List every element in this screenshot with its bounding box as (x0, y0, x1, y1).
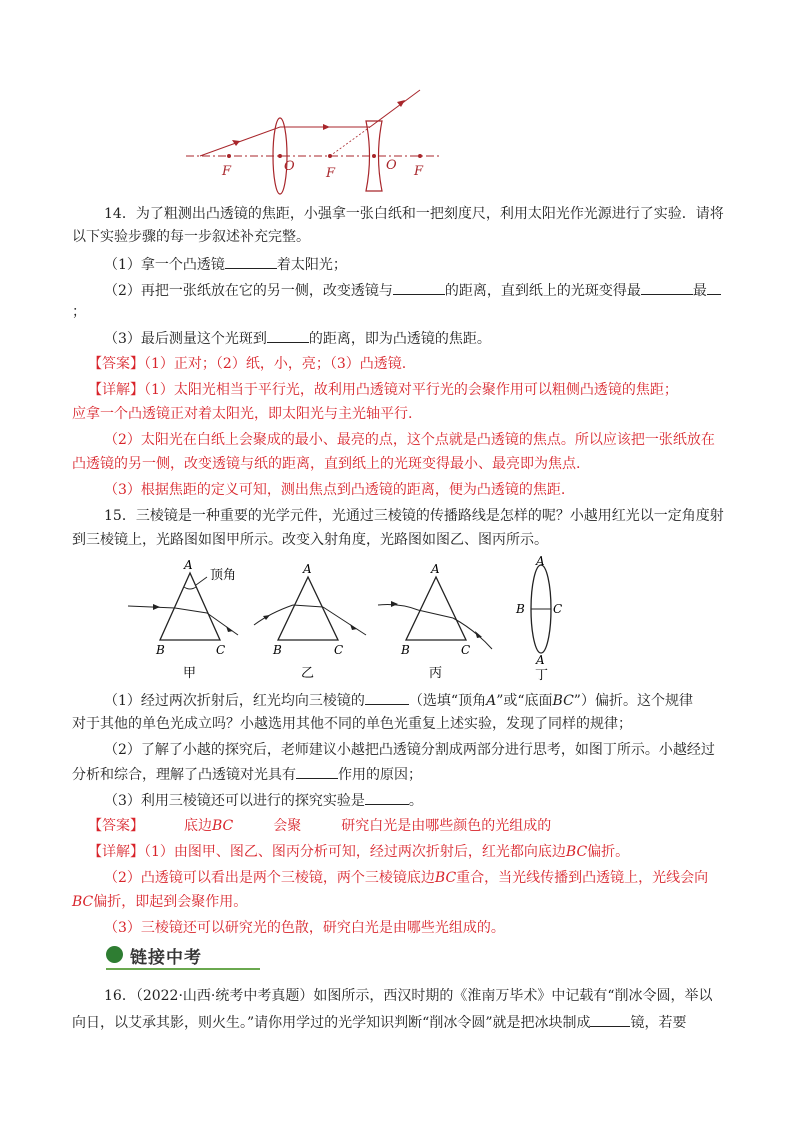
section-underline (106, 968, 260, 970)
fig-yi-B: B (273, 643, 282, 657)
answer-blank[interactable] (641, 280, 693, 295)
answer-blank[interactable] (707, 280, 721, 295)
answer-blank[interactable] (296, 764, 338, 779)
q15-detail-2-cont: BC偏折，即起到会聚作用。 (72, 894, 248, 910)
q14-step-1: （1）拿一个凸透镜 着太阳光； (104, 254, 347, 275)
q14-detail-4: 凸透镜的另一侧，改变透镜与纸的距离，直到纸上的光斑变得最小、最亮即为焦点. (72, 456, 581, 472)
fig-yi-C: C (334, 643, 344, 657)
prism-diagrams (120, 555, 580, 690)
q14-detail-3: （2）太阳光在白纸上会聚成的最小、最亮的点，这个点就是凸透镜的焦点。所以应该把一张纸放在 (104, 432, 715, 448)
label-F2: F (326, 166, 336, 181)
answer-blank[interactable] (225, 254, 277, 269)
fig-jia-caption: 甲 (183, 666, 197, 681)
fig-bing-caption: 丙 (429, 666, 443, 681)
answer-blank[interactable] (267, 328, 309, 343)
q15-part-1: （1）经过两次折射后，红光均向三棱镜的 （选填“顶角A”或“底面BC”）偏折。这个规律 (104, 690, 693, 711)
section-bullet-icon (106, 946, 123, 963)
q15-part-2: （2）了解了小越的探究后，老师建议小越把凸透镜分割成两部分进行思考，如图丁所示。小越经过 (104, 742, 715, 758)
q15-detail-2: （2）凸透镜可以看出是两个三棱镜，两个三棱镜底边BC重合，当光线传播到凸透镜上，光线会向 (104, 870, 709, 886)
q15-part-2-cont: 分析和综合，理解了凸透镜对光具有 作用的原因； (72, 764, 422, 785)
q14-detail-5: （3）根据焦距的定义可知，测出焦点到凸透镜的距离，便为凸透镜的焦距. (104, 482, 566, 498)
label-O1: O (284, 159, 295, 174)
q14-detail-1: 【详解】（1）太阳光相当于平行光，故利用凸透镜对平行光的会聚作用可以粗侧凸透镜的焦距； (88, 382, 678, 398)
fig-jia-C: C (216, 643, 226, 657)
fig-jia-A: A (184, 558, 193, 572)
answer-blank[interactable] (365, 790, 409, 805)
answer-blank[interactable] (365, 690, 409, 705)
q16-stem-2: 向日，以艾承其影，则火生。”请你用学过的光学知识判断“削冰令圆”就是把冰块制成 镜，若要 (72, 1012, 686, 1033)
q14-answer: 【答案】（1）正对；（2）纸，小，亮；（3）凸透镜. (88, 356, 407, 372)
fig-jia-apex-label: 顶角 (210, 568, 237, 583)
label-F1: F (222, 164, 232, 179)
fig-jia-B: B (156, 643, 165, 657)
q15-detail-1: 【详解】（1）由图甲、图乙、图丙分析可知，经过两次折射后，红光都向底边BC偏折。 (88, 844, 630, 860)
fig-ding-A-bottom: A (536, 653, 545, 667)
q15-part-1-cont: 对于其他的单色光成立吗？小越选用其他不同的单色光重复上述实验，发现了同样的规律； (72, 716, 632, 732)
fig-yi-A: A (303, 562, 312, 576)
fig-ding-A-top: A (536, 555, 545, 568)
lens-ray-diagram (180, 85, 450, 195)
fig-bing-C: C (461, 643, 471, 657)
fig-yi-caption: 乙 (301, 666, 315, 681)
q16-stem-1: 16．（2022·山西·统考中考真题）如图所示，西汉时期的《淮南万毕术》中记载有“削冰令圆，举以 (104, 988, 713, 1004)
fig-bing-A: A (431, 562, 440, 576)
fig-ding-B: B (516, 602, 525, 616)
fig-ding-C: C (553, 602, 563, 616)
q15-detail-3: （3）三棱镜还可以研究光的色散，研究白光是由哪些光组成的。 (104, 920, 505, 936)
q14-stem-2: 以下实验步骤的每一步叙述补充完整。 (72, 229, 310, 245)
label-O2: O (386, 158, 397, 173)
fig-bing-B: B (401, 643, 410, 657)
q15-stem-2: 到三棱镜上，光路图如图甲所示。改变入射角度，光路图如图乙、图丙所示。 (72, 532, 548, 548)
label-F3: F (414, 164, 424, 179)
section-title: 链接中考 (130, 948, 202, 968)
q14-detail-2: 应拿一个凸透镜正对着太阳光，即太阳光与主光轴平行. (72, 406, 413, 422)
q15-stem-1: 15．三棱镜是一种重要的光学元件，光通过三棱镜的传播路线是怎样的呢？小越用红光以一定角度射 (104, 508, 724, 524)
q14-step-2: （2）再把一张纸放在它的另一侧，改变透镜与 的距离，直到纸上的光斑变得最 最 (104, 280, 721, 301)
answer-blank[interactable] (393, 280, 445, 295)
q15-answer: 【答案】 底边BC 会聚 研究白光是由哪些颜色的光组成的 (88, 818, 552, 834)
q14-stem-1: 14．为了粗测出凸透镜的焦距，小强拿一张白纸和一把刻度尺，利用太阳光作光源进行了实验．请将 (104, 206, 724, 222)
q14-step-3: （3）最后测量这个光斑到 的距离，即为凸透镜的焦距。 (104, 328, 491, 349)
q15-part-3: （3）利用三棱镜还可以进行的探究实验是 。 (104, 790, 423, 811)
fig-ding-caption: 丁 (535, 668, 549, 683)
answer-blank[interactable] (590, 1012, 630, 1027)
q14-step-2-end: ； (72, 304, 86, 320)
